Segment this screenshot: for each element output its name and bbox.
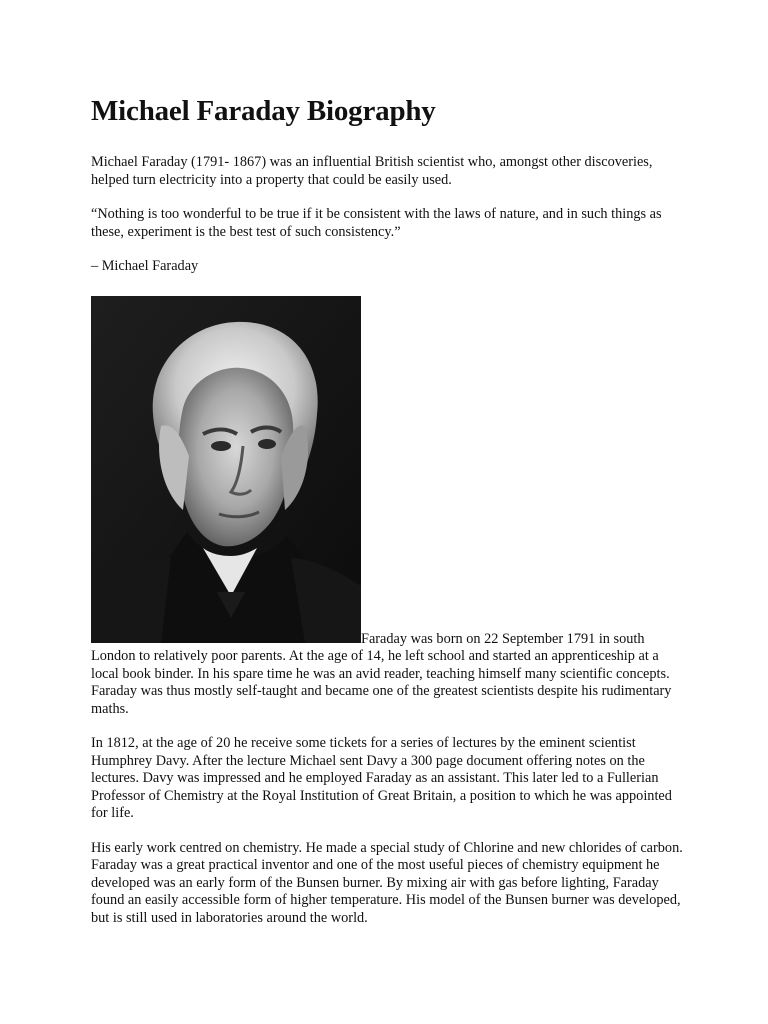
- biography-paragraph-2: In 1812, at the age of 20 he receive some tickets for a series of lectures by the eminent scientist Humphrey Davy. After the lecture Michael sent Davy a 300 page document offering notes on the lectures. Davy was impressed and he employed Faraday as an assistant. This later led to a Fullerian Professor of Chemistry at the Royal Institution of Great Britain, a position to which he was appointed for life.: [91, 735, 672, 821]
- quote-paragraph: “Nothing is too wonderful to be true if it be consistent with the laws of nature, and in such things as these, experiment is the best test of such consistency.”: [91, 206, 662, 240]
- biography-paragraph-3: His early work centred on chemistry. He made a special study of Chlorine and new chlorides of carbon. Faraday was a great practical inventor and one of the most useful pieces of chemistry equipment he developed was an early form of the Bunsen burner. By mixing air with gas before lighting, Faraday found an easily accessible form of higher temperature. His model of the Bunsen burner was developed, but is still used in laboratories around the world.: [91, 839, 683, 926]
- document-body: [91, 92, 687, 944]
- quote-attribution: – Michael Faraday: [91, 258, 199, 274]
- faraday-portrait-photo: [91, 296, 361, 643]
- biography-paragraph-1-text: Faraday was born on 22 September 1791 in south London to relatively poor parents. At the age of 14, he left school and started an apprenticeship at a local book binder. In his spare time he was an avid reader, teaching himself many scientific concepts. Faraday was thus mostly self-taught and became one of the greatest scientists despite his rudimentary maths.: [91, 630, 672, 717]
- page-title: Michael Faraday Biography: [91, 95, 436, 127]
- biography-paragraph-1: [91, 296, 687, 719]
- intro-paragraph: Michael Faraday (1791- 1867) was an influential British scientist who, amongst other discoveries, helped turn electricity into a property that could be easily used.: [91, 154, 653, 188]
